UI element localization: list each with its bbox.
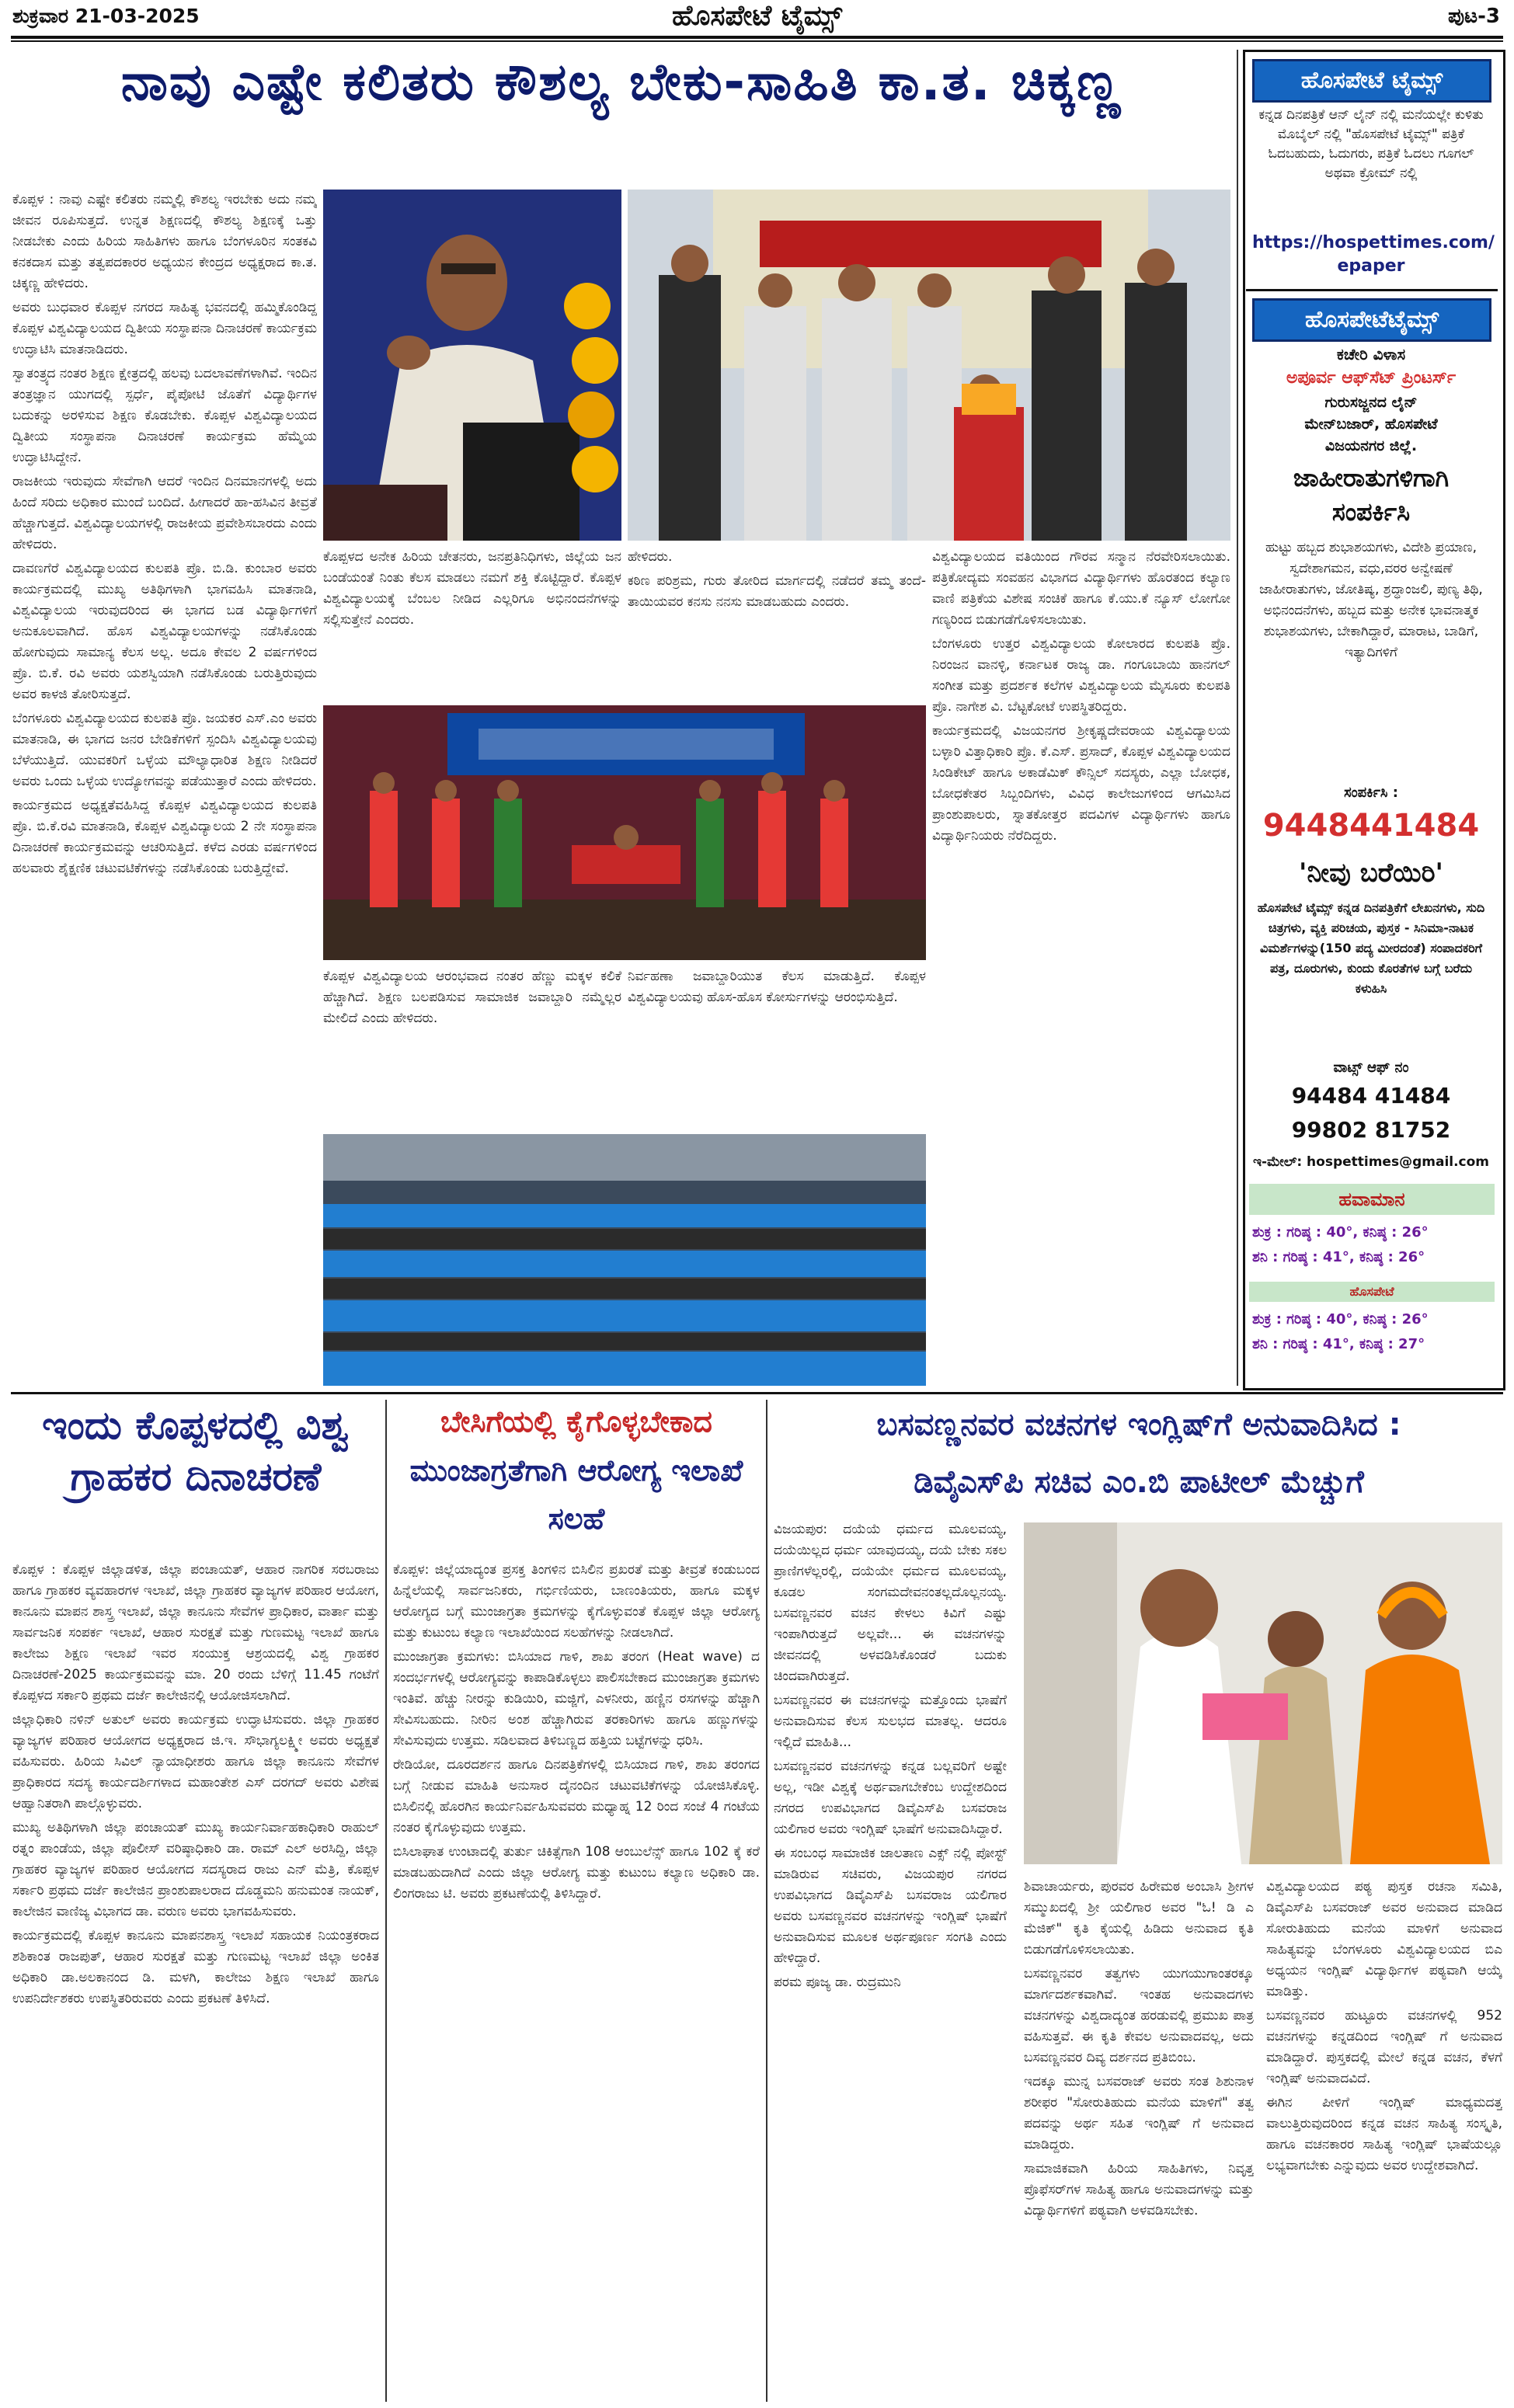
paragraph: ಕೊಪ್ಪಳ : ಕೊಪ್ಪಳ ಜಿಲ್ಲಾಡಳಿತ, ಜಿಲ್ಲಾ ಪಂಚಾಯತ್, ಆಹಾರ ನಾಗರಿಕ ಸರಬರಾಜು ಹಾಗೂ ಗ್ರಾಹಕರ ವ್ಯವಹಾರಗಳ ಇಲಾಖೆ, ಜಿಲ್ಲಾ ಗ್ರಾಹಕರ ವ್ಯಾಜ್ಯಗಳ ಪರಿಹಾರ ಆಯೋಗ, ಕಾನೂನು ಮಾಪನ ಶಾಸ್ತ್ರ ಇಲಾಖೆ, ಜಿಲ್ಲಾ ಕಾನೂನು ಸೇವೆಗಳ ಪ್ರಾಧಿಕಾರ, ವಾರ್ತಾ ಮತ್ತು ಸಾರ್ವಜನಿಕ ಸಂಪರ್ಕ ಇಲಾಖೆ, ಆಹಾರ ಸುರಕ್ಷತೆ ಮತ್ತು ಗುಣಮಟ್ಟ ಇಲಾಖೆ ಹಾಗೂ ಕಾಲೇಜು ಶಿಕ್ಷಣ ಇಲಾಖೆ ಇವರ ಸಂಯುಕ್ತ ಆಶ್ರಯದಲ್ಲಿ ವಿಶ್ವ ಗ್ರಾಹಕರ ದಿನಾಚರಣೆ-2025 ಕಾರ್ಯಕ್ರಮವನ್ನು ಮಾ. 20 ರಂದು ಬೆಳಿಗ್ಗೆ 11.45 ಗಂಟೆಗೆ ಕೊಪ್ಪಳದ ಸರ್ಕಾರಿ ಪ್ರಥಮ ದರ್ಜೆ ಕಾಲೇಜಿನಲ್ಲಿ ಆಯೋಜಿಸಲಾಗಿದೆ. — [12, 1562, 379, 1703]
paragraph: ಮುಖ್ಯ ಅತಿಥಿಗಳಾಗಿ ಜಿಲ್ಲಾ ಪಂಚಾಯತ್ ಮುಖ್ಯ ಕಾರ್ಯನಿರ್ವಾಹಕಾಧಿಕಾರಿ ರಾಹುಲ್ ರತ್ನಂ ಪಾಂಡೆಯ, ಜಿಲ್ಲಾ ಪೊಲೀಸ್ ವರಿಷ್ಠಾಧಿಕಾರಿ ಡಾ. ರಾಮ್ ಎಲ್ ಅರಸಿದ್ದಿ, ಜಿಲ್ಲಾ ಗ್ರಾಹಕರ ವ್ಯಾಜ್ಯಗಳ ಪರಿಹಾರ ಆಯೋಗದ ಸದಸ್ಯರಾದ ರಾಜು ಎನ್ ಮೆತ್ರಿ, ಕೊಪ್ಪಳ ಸರ್ಕಾರಿ ಪ್ರಥಮ ದರ್ಜೆ ಕಾಲೇಜಿನ ಪ್ರಾಂಶುಪಾಲರಾದ ದೊಡ್ಡಮನಿ ಹನುಮಂತ ನಾಯಕ್, ಕಾಲೇಜಿನ ವಾಣಿಜ್ಯ ವಿಭಾಗದ ಡಾ. ವರುಣ ಅವರು ಭಾಗವಹಿಸುವರು. — [12, 1820, 379, 1919]
printer-name: ಅಪೂರ್ವ ಆಫ್‌ಸೆಟ್ ಪ್ರಿಂಟರ್ಸ್ — [1286, 368, 1457, 388]
weather-heading: ಹವಾಮಾನ — [1249, 1184, 1495, 1215]
issue-date: ಶುಕ್ರವಾರ 21-03-2025 — [12, 5, 200, 27]
address-line-3: ವಿಜಯನಗರ ಜಿಲ್ಲೆ. — [1324, 437, 1418, 454]
health-headline-2: ಮುಂಜಾಗ್ರತೆಗಾಗಿ ಆರೋಗ್ಯ ಇಲಾಖೆ ಸಲಹೆ — [409, 1453, 743, 1536]
vachana-headline-2: ಡಿವೈಎಸ್‌ಪಿ ಸಚಿವ ಎಂ.ಬಿ ಪಾಟೀಲ್ ಮೆಚ್ಚುಗೆ — [914, 1464, 1364, 1500]
paragraph: ಈಗಿನ ಪೀಳಿಗೆ ಇಂಗ್ಲಿಷ್ ಮಾಧ್ಯಮದತ್ತ ವಾಲುತ್ತಿರುವುದರಿಂದ ಕನ್ನಡ ವಚನ ಸಾಹಿತ್ಯ ಸಂಸ್ಕೃತಿ, ಹಾಗೂ ವಚನಕಾರರ ಸಾಹಿತ್ಯ ಇಂಗ್ಲಿಷ್ ಭಾಷೆಯಲ್ಲೂ ಲಭ್ಯವಾಗಬೇಕು ಎನ್ನುವುದು ಅವರ ಉದ್ದೇಶವಾಗಿದೆ. — [1266, 2095, 1502, 2173]
column-rule — [766, 1400, 767, 2402]
lead-headline: ನಾವು ಎಷ್ಟೇ ಕಲಿತರು ಕೌಶಲ್ಯ ಬೇಕು-ಸಾಹಿತಿ ಕಾ.ತ. ಚಿಕ್ಕಣ್ಣ — [120, 52, 1122, 112]
weather-row-1: ಶುಕ್ರ : ಗರಿಷ್ಠ : 40°, ಕನಿಷ್ಠ : 26° — [1252, 1224, 1429, 1241]
paragraph: ಕೊಪ್ಪಳ : ನಾವು ಎಷ್ಟೇ ಕಲಿತರು ನಮ್ಮಲ್ಲಿ ಕೌಶಲ್ಯ ಇರಬೇಕು ಅದು ನಮ್ಮ ಜೀವನ ರೂಪಿಸುತ್ತದೆ. ಉನ್ನತ ಶಿಕ್ಷಣದಲ್ಲಿ ಕೌಶಲ್ಯ ಶಿಕ್ಷಣಕ್ಕೆ ಒತ್ತು ನೀಡಬೇಕು ಎಂದು ಹಿರಿಯ ಸಾಹಿತಿಗಳು ಹಾಗೂ ಬೆಂಗಳೂರಿನ ಸಂತಕವಿ ಕನಕದಾಸ ಮತ್ತು ತತ್ವಪದಕಾರರ ಅಧ್ಯಯನ ಕೇಂದ್ರದ ಅಧ್ಯಕ್ಷರಾದ ಕಾ.ತ. ಚಿಕ್ಕಣ್ಣ ಹೇಳಿದರು. — [12, 192, 317, 291]
sidebar-masthead: ಹೊಸಪೇಟೆ ಟೈಮ್ಸ್ — [1252, 59, 1491, 103]
column-rule — [385, 1400, 387, 2402]
paragraph: ಬಿಸಿಲಾಘಾತ ಉಂಟಾದಲ್ಲಿ ತುರ್ತು ಚಿಕಿತ್ಸೆಗಾಗಿ 108 ಆಂಬುಲೆನ್ಸ್ ಹಾಗೂ 102 ಕ್ಕೆ ಕರೆ ಮಾಡಬಹುದಾಗಿದೆ ಎಂದು ಜಿಲ್ಲಾ ಆರೋಗ್ಯ ಮತ್ತು ಕುಟುಂಬ ಕಲ್ಯಾಣ ಅಧಿಕಾರಿ ಡಾ. ಲಿಂಗರಾಜು ಟಿ. ಅವರು ಪ್ರಕಟಣೆಯಲ್ಲಿ ತಿಳಿಸಿದ್ದಾರೆ. — [393, 1844, 760, 1902]
paragraph: ವಿಶ್ವವಿದ್ಯಾಲಯದ ವತಿಯಿಂದ ಗೌರವ ಸನ್ಮಾನ ನೆರವೇರಿಸಲಾಯಿತು. ಪತ್ರಿಕೋದ್ಯಮ ಸಂವಹನ ವಿಭಾಗದ ವಿದ್ಯಾರ್ಥಿಗಳು ಹೊರತಂದ ಕಲ್ಯಾಣ ವಾಣಿ ಪತ್ರಿಕೆಯ ವಿಶೇಷ ಸಂಚಿಕೆ ಹಾಗೂ ಕೆ.ಯು.ಕೆ ನ್ಯೂಸ್ ಲೋಗೋ ಗಣ್ಯರಿಂದ ಬಿಡುಗಡೆಗೊಳಿಸಲಾಯಿತು. — [932, 549, 1230, 628]
city-row-1: ಶುಕ್ರ : ಗರಿಷ್ಠ : 40°, ಕನಿಷ್ಠ : 26° — [1252, 1311, 1429, 1328]
lead-column-3a — [628, 547, 926, 702]
speaker-illustration — [323, 190, 621, 541]
paragraph: ಹೇಳಿದರು. — [628, 549, 673, 565]
whatsapp-number-1[interactable]: 94484 41484 — [1291, 1083, 1451, 1108]
sidebar-masthead-2: ಹೊಸಪೇಟೆಟೈಮ್ಸ್ — [1252, 298, 1491, 342]
vachana-column-1 — [774, 1519, 1007, 2397]
contact-label: ಸಂಪರ್ಕಿಸಿ : — [1344, 785, 1398, 801]
paragraph: ಪರಮ ಪೂಜ್ಯ ಡಾ. ರುದ್ರಮುನಿ — [774, 1975, 901, 1990]
paragraph: ಶಿವಾಚಾರ್ಯರು, ಪುರವರ ಹಿರೇಮಠ ಅಂಬಾಸಿ ಶ್ರೀಗಳ ಸಮ್ಮುಖದಲ್ಲಿ ಶ್ರೀ ಯಲಿಗಾರ ಅವರ "ಓ! ಡಿ ಎ ಮೆಜಿಕ್" ಕೃತಿ ಕೈಯಲ್ಲಿ ಹಿಡಿದು ಅನುವಾದ ಕೃತಿ ಬಿಡುಗಡೆಗೊಳಿಸಲಾಯಿತು. — [1024, 1879, 1254, 1957]
paragraph: ಅವರು ಬುಧವಾರ ಕೊಪ್ಪಳ ನಗರದ ಸಾಹಿತ್ಯ ಭವನದಲ್ಲಿ ಹಮ್ಮಿಕೊಂಡಿದ್ದ ಕೊಪ್ಪಳ ವಿಶ್ವವಿದ್ಯಾಲಯದ ದ್ವಿತೀಯ ಸಂಸ್ಥಾಪನಾ ದಿನಾಚರಣೆ ಕಾರ್ಯಕ್ರಮ ಉದ್ಘಾಟಿಸಿ ಮಾತನಾಡಿದರು. — [12, 300, 317, 357]
speaker-photo — [323, 190, 621, 541]
paragraph: ಕಠಿಣ ಪರಿಶ್ರಮ, ಗುರು ತೋರಿದ ಮಾರ್ಗದಲ್ಲಿ ನಡೆದರೆ ತಮ್ಮ ತಂದೆ-ತಾಯಿಯವರ ಕನಸು ನನಸು ಮಾಡಬಹುದು ಎಂದರು. — [628, 573, 926, 610]
lead-column-4 — [932, 547, 1230, 1386]
paragraph: ಕಾರ್ಯಕ್ರಮದ ಅಧ್ಯಕ್ಷತೆವಹಿಸಿದ್ದ ಕೊಪ್ಪಳ ವಿಶ್ವವಿದ್ಯಾಲಯದ ಕುಲಪತಿ ಪ್ರೊ. ಬಿ.ಕೆ.ರವಿ ಮಾತನಾಡಿ, ಕೊಪ್ಪಳ ವಿಶ್ವವಿದ್ಯಾಲಯ 2 ನೇ ಸಂಸ್ಥಾಪನಾ ದಿನಾಚರಣೆ ಕಾರ್ಯಕ್ರಮವನ್ನು ಆಚರಿಸುತ್ತಿದೆ. ಕಳೆದ ಎರಡು ವರ್ಷಗಳಿಂದ ಹಲವಾರು ಶೈಕ್ಷಣಿಕ ಚಟುವಟಿಕೆಗಳನ್ನು ನಡೆಸಿಕೊಂಡು ಬರುತ್ತಿದ್ದೇವೆ. — [12, 798, 317, 876]
lead-column-3b — [628, 966, 926, 1131]
paragraph: ಬಸವಣ್ಣನವರ ಹುಟ್ಟೂರು ವಚನಗಳಲ್ಲಿ 952 ವಚನಗಳನ್ನು ಕನ್ನಡದಿಂದ ಇಂಗ್ಲಿಷ್ ಗೆ ಅನುವಾದ ಮಾಡಿದ್ದಾರೆ. ಪುಸ್ತಕದಲ್ಲಿ ಮೇಲೆ ಕನ್ನಡ ವಚನ, ಕೆಳಗೆ ಇಂಗ್ಲಿಷ್ ಅನುವಾದವಿದೆ. — [1266, 2008, 1502, 2086]
office-label: ಕಚೇರಿ ವಿಳಾಸ — [1336, 345, 1406, 364]
weather-row-2: ಶನಿ : ಗರಿಷ್ಠ : 41°, ಕನಿಷ್ಠ : 26° — [1252, 1249, 1425, 1265]
section-rule — [11, 1392, 1503, 1394]
ad-categories: ಹುಟ್ಟು ಹಬ್ಬದ ಶುಭಾಶಯಗಳು, ವಿದೇಶಿ ಪ್ರಯಾಣ, ಸ್ವದೇಶಾಗಮನ, ವಧು,ವರರ ಅನ್ವೇಷಣೆ ಜಾಹೀರಾತುಗಳು, ಜೋತಿಷ್ಯ, ಶ್ರದ್ಧಾಂಜಲಿ, ಪುಣ್ಯ ತಿಥಿ, ಅಭಿನಂದನೆಗಳು, ಹಬ್ಬದ ಮತ್ತು ಅನೇಕ ಭಾವನಾತ್ಮಕ ಶುಭಾಶಯಗಳು, ಬೇಕಾಗಿದ್ದಾರೆ, ಮಾರಾಟ, ಬಾಡಿಗೆ, ಇತ್ಯಾದಿಗಳಿಗೆ — [1259, 540, 1483, 660]
ad-heading-2: ಸಂಪರ್ಕಿಸಿ — [1331, 497, 1411, 527]
dance-photo — [323, 705, 926, 960]
paragraph: ಈ ಸಂಬಂಧ ಸಾಮಾಜಿಕ ಜಾಲತಾಣ ಎಕ್ಸ್ ನಲ್ಲಿ ಪೋಸ್ಟ್ ಮಾಡಿರುವ ಸಚಿವರು, ವಿಜಯಪುರ ನಗರದ ಉಪವಿಭಾಗದ ಡಿವೈಎಸ್‌ಪಿ ಬಸವರಾಜ ಯಲಿಗಾರ ಅವರು ಬಸವಣ್ಣನವರ ವಚನಗಳನ್ನು ಇಂಗ್ಲಿಷ್ ಭಾಷೆಗೆ ಅನುವಾದಿಸುವ ಮೂಲಕ ಅರ್ಥಪೂರ್ಣ ಸಂಗತಿ ಎಂದು ಹೇಳಿದ್ದಾರೆ. — [774, 1846, 1007, 1966]
paragraph: ವಿಶ್ವವಿದ್ಯಾಲಯದ ಪಠ್ಯ ಪುಸ್ತಕ ರಚನಾ ಸಮಿತಿ, ಡಿವೈಎಸ್‌ಪಿ ಬಸವರಾಜ್ ಅವರ ಅನುವಾದ ಮಾಡಿದ ಸೋರುತಿಹುದು ಮನೆಯ ಮಾಳಿಗೆ ಅನುವಾದ ಸಾಹಿತ್ಯವನ್ನು ಬೆಂಗಳೂರು ವಿಶ್ವವಿದ್ಯಾಲಯದ ಬಿಎ ಅಧ್ಯಯನ ಇಂಗ್ಲಿಷ್ ವಿದ್ಯಾರ್ಥಿಗಳ ಪಠ್ಯವಾಗಿ ಆಯ್ಕೆ ಮಾಡಿತ್ತು. — [1266, 1879, 1502, 1999]
paragraph: ಇದಕ್ಕೂ ಮುನ್ನ ಬಸವರಾಜ್ ಅವರು ಸಂತ ಶಿಶುನಾಳ ಶರೀಫರ "ಸೋರುತಿಹುದು ಮನೆಯ ಮಾಳಿಗೆ" ತತ್ವ ಪದವನ್ನು ಅರ್ಥ ಸಹಿತ ಇಂಗ್ಲಿಷ್ ಗೆ ಅನುವಾದ ಮಾಡಿದ್ದರು. — [1024, 2074, 1254, 2152]
minister-photo — [1024, 1522, 1502, 1864]
minister-illustration — [1024, 1522, 1502, 1864]
paragraph: ಬೆಂಗಳೂರು ವಿಶ್ವವಿದ್ಯಾಲಯದ ಕುಲಪತಿ ಪ್ರೊ. ಜಯಕರ ಎಸ್.ಎಂ ಅವರು ಮಾತನಾಡಿ, ಈ ಭಾಗದ ಜನರ ಬೇಡಿಕೆಗಳಿಗೆ ಸ್ಪಂದಿಸಿ ವಿಶ್ವವಿದ್ಯಾಲಯವು ಬೆಳೆಯುತ್ತಿದೆ. ಯುವಕರಿಗೆ ಒಳ್ಳೆಯ ಮೌಲ್ಯಾಧಾರಿತ ಶಿಕ್ಷಣ ನೀಡಿದರೆ ಅವರು ಒಂದು ಒಳ್ಳೆಯ ಉದ್ಯೋಗವನ್ನು ಪಡೆಯುತ್ತಾರೆ ಎಂದು ಹೇಳಿದರು. — [12, 711, 317, 789]
dance-illustration — [323, 705, 926, 960]
paragraph: ಕೊಪ್ಪಳ ವಿಶ್ವವಿದ್ಯಾಲಯ ಆರಂಭವಾದ ನಂತರ ಹೆಣ್ಣು ಮಕ್ಕಳ ಕಲಿಕೆ ಹೆಚ್ಚಾಗಿದೆ. ಶಿಕ್ಷಣ ಬಲಪಡಿಸುವ ಸಾಮಾಜಿಕ ಜವಾಬ್ದಾರಿ ನಮ್ಮೆಲ್ಲರ ಮೇಲಿದೆ ಎಂದು ಹೇಳಿದರು. — [323, 969, 621, 1026]
epaper-url-suffix[interactable]: epaper — [1337, 256, 1405, 276]
consumer-day-body — [12, 1560, 379, 2399]
paragraph: ಜಿಲ್ಲಾಧಿಕಾರಿ ನಳಿನ್ ಅತುಲ್ ಅವರು ಕಾರ್ಯಕ್ರಮ ಉದ್ಘಾಟಿಸುವರು. ಜಿಲ್ಲಾ ಗ್ರಾಹಕರ ವ್ಯಾಜ್ಯಗಳ ಪರಿಹಾರ ಆಯೋಗದ ಅಧ್ಯಕ್ಷರಾದ ಜಿ.ಇ. ಸೌಭಾಗ್ಯಲಕ್ಷ್ಮೀ ಅವರು ಅಧ್ಯಕ್ಷತೆ ವಹಿಸುವರು. ಹಿರಿಯ ಸಿವಿಲ್ ನ್ಯಾಯಾಧೀಶರು ಹಾಗೂ ಜಿಲ್ಲಾ ಕಾನೂನು ಸೇವೆಗಳ ಪ್ರಾಧಿಕಾರದ ಸದಸ್ಯ ಕಾರ್ಯದರ್ಶಿಗಳಾದ ಮಹಾಂತೇಶ ಎಸ್ ದರಗದ್ ಅವರು ವಿಶೇಷ ಆಹ್ವಾನಿತರಾಗಿ ಪಾಲ್ಗೊಳ್ಳುವರು. — [12, 1712, 379, 1811]
lead-column-2a — [323, 547, 621, 702]
health-body — [393, 1560, 760, 2399]
lead-column-2b — [323, 966, 621, 1131]
health-headline-1: ಬೇಸಿಗೆಯಲ್ಲಿ ಕೈಗೊಳ್ಳಬೇಕಾದ — [440, 1404, 712, 1439]
column-rule — [1237, 50, 1238, 1386]
paragraph: ದಾವಣಗೆರೆ ವಿಶ್ವವಿದ್ಯಾಲಯದ ಕುಲಪತಿ ಪ್ರೊ. ಬಿ.ಡಿ. ಕುಂಬಾರ ಅವರು ಕಾರ್ಯಕ್ರಮದಲ್ಲಿ ಮುಖ್ಯ ಅತಿಥಿಗಳಾಗಿ ಭಾಗವಹಿಸಿ ಮಾತನಾಡಿ, ವಿಶ್ವವಿದ್ಯಾಲಯ ಇರುವುದರಿಂದ ಈ ಭಾಗದ ಬಡ ವಿದ್ಯಾರ್ಥಿಗಳಿಗೆ ಅನುಕೂಲವಾಗಿದೆ. ಹೊಸ ವಿಶ್ವವಿದ್ಯಾಲಯಗಳನ್ನು ನಡೆಸಿಕೊಂಡು ಹೋಗುವುದು ಸಾಮಾನ್ಯ ಕೆಲಸ ಅಲ್ಲ. ಅದೂ ಕೇವಲ 2 ವರ್ಷಗಳಿಂದ ಪ್ರೊ. ಬಿ.ಕೆ. ರವಿ ಅವರು ಯಶಸ್ವಿಯಾಗಿ ನಡೆಸಿಕೊಂಡು ಬರುತ್ತಿರುವುದು ಅವರ ಕಾಳಜಿ ತೋರಿಸುತ್ತದೆ. — [12, 561, 317, 702]
whatsapp-label: ವಾಟ್ಸ್ ಆಫ್ ನಂ — [1333, 1060, 1409, 1076]
paragraph: ಬಸವಣ್ಣನವರ ಈ ವಚನಗಳನ್ನು ಮತ್ತೊಂದು ಭಾಷೆಗೆ ಅನುವಾದಿಸುವ ಕೆಲಸ ಸುಲಭದ ಮಾತಲ್ಲ. ಆದರೂ ಇಲ್ಲಿದೆ ಮಾಹಿತಿ... — [774, 1693, 1007, 1750]
paragraph: ಕೊಪ್ಪಳದ ಅನೇಕ ಹಿರಿಯ ಚೇತನರು, ಜನಪ್ರತಿನಿಧಿಗಳು, ಜಿಲ್ಲೆಯ ಜನ ಬಂಡೆಯಂತೆ ನಿಂತು ಕೆಲಸ ಮಾಡಲು ನಮಗೆ ಶಕ್ತಿ ಕೊಟ್ಟಿದ್ದಾರೆ. ಕೊಪ್ಪಳ ವಿಶ್ವವಿದ್ಯಾಲಯಕ್ಕೆ ಬೆಂಬಲ ನೀಡಿದ ಎಲ್ಲರಿಗೂ ಅಭಿನಂದನೆಗಳನ್ನು ಸಲ್ಲಿಸುತ್ತೇನೆ ಎಂದರು. — [323, 549, 621, 628]
page-number: ಪುಟ-3 — [1447, 5, 1500, 28]
city-heading: ಹೊಸಪೇಟೆ — [1249, 1282, 1495, 1302]
paragraph: ಕೊಪ್ಪಳ: ಜಿಲ್ಲೆಯಾದ್ಯಂತ ಪ್ರಸಕ್ತ ತಿಂಗಳಿನ ಬಿಸಿಲಿನ ಪ್ರಖರತೆ ಮತ್ತು ತೀವ್ರತೆ ಕಂಡುಬಂದ ಹಿನ್ನೆಲೆಯಲ್ಲಿ ಸಾರ್ವಜನಿಕರು, ಗರ್ಭಿಣಿಯರು, ಬಾಣಂತಿಯರು, ಹಾಗೂ ಮಕ್ಕಳ ಆರೋಗ್ಯದ ಬಗ್ಗೆ ಮುಂಜಾಗ್ರತಾ ಕ್ರಮಗಳನ್ನು ಕೈಗೊಳ್ಳುವಂತೆ ಕೊಪ್ಪಳ ಜಿಲ್ಲಾ ಆರೋಗ್ಯ ಮತ್ತು ಕುಟುಂಬ ಕಲ್ಯಾಣ ಇಲಾಖೆಯಿಂದ ಸಲಹೆಗಳನ್ನು ನೀಡಲಾಗಿದೆ. — [393, 1562, 760, 1641]
audience-illustration — [323, 1134, 926, 1386]
address-line-1: ಗುರುಸಜ್ಜನದ ಲೈನ್ — [1324, 394, 1418, 411]
paragraph: ರಾಜಕೀಯ ಇರುವುದು ಸೇವೆಗಾಗಿ ಆದರೆ ಇಂದಿನ ದಿನಮಾನಗಳಲ್ಲಿ ಅದು ಹಿಂದೆ ಸರಿದು ಅಧಿಕಾರ ಮುಂದೆ ಬಂದಿದೆ. ಹೀಗಾದರೆ ಹಾ-ಹಸಿವಿನ ತೀವ್ರತೆ ಹೆಚ್ಚಾಗುತ್ತದೆ. ವಿಶ್ವವಿದ್ಯಾಲಯಗಳಲ್ಲಿ ರಾಜಕೀಯ ಪ್ರವೇಶಿಸಬಾರದು ಎಂದು ಹೇಳಿದರು. — [12, 474, 317, 552]
address-line-2: ಮೇನ್‌ಬಜಾರ್, ಹೊಸಪೇಟೆ — [1304, 416, 1438, 433]
epaper-text: ಕನ್ನಡ ದಿನಪತ್ರಿಕೆ ಆನ್ ಲೈನ್ ನಲ್ಲಿ ಮನೆಯಲ್ಲೇ ಕುಳಿತು ಮೊಬೈಲ್ ನಲ್ಲಿ "ಹೊಸಪೇಟೆ ಟೈಮ್ಸ್" ಪತ್ರಿಕೆ ಓದಬಹುದು, ಓದುಗರು, ಪತ್ರಿಕೆ ಓದಲು ಗೂಗಲ್ ಅಥವಾ ಕ್ರೋಮ್ ನಲ್ಲಿ — [1258, 107, 1484, 181]
paragraph: ವಿಜಯಪುರ: ದಯೆಯೆ ಧರ್ಮದ ಮೂಲವಯ್ಯ, ದಯೆಯಿಲ್ಲದ ಧರ್ಮ ಯಾವುದಯ್ಯ, ದಯೆ ಬೇಕು ಸಕಲ ಪ್ರಾಣಿಗಳೆಲ್ಲರಲ್ಲಿ, ದಯೆಯೇ ಧರ್ಮದ ಮೂಲವಯ್ಯ, ಕೂಡಲ ಸಂಗಮದೇವನಂತಲ್ಲದೊಲ್ಲನಯ್ಯ. ಬಸವಣ್ಣನವರ ವಚನ ಕೇಳಲು ಕಿವಿಗೆ ಎಷ್ಟು ಇಂಪಾಗಿರುತ್ತದೆ ಅಲ್ಲವೇ... ಈ ವಚನಗಳನ್ನು ಜೀವನದಲ್ಲಿ ಅಳವಡಿಸಿಕೊಂಡರೆ ಬದುಕು ಚಿಂದವಾಗಿರುತ್ತದೆ. — [774, 1522, 1007, 1684]
paragraph: ಬಸವಣ್ಣನವರ ವಚನಗಳನ್ನು ಕನ್ನಡ ಬಲ್ಲವರಿಗೆ ಅಷ್ಟೇ ಅಲ್ಲ, ಇಡೀ ವಿಶ್ವಕ್ಕೆ ಅರ್ಥವಾಗಬೇಕೆಂಬ ಉದ್ದೇಶದಿಂದ ನಗರದ ಉಪವಿಭಾಗದ ಡಿವೈಎಸ್‌ಪಿ ಬಸವರಾಜ ಯಲಿಗಾರ ಅವರು ಇಂಗ್ಲಿಷ್ ಭಾಷೆಗೆ ಅನುವಾದಿಸಿದ್ದಾರೆ. — [774, 1759, 1007, 1837]
paragraph: ಬೆಂಗಳೂರು ಉತ್ತರ ವಿಶ್ವವಿದ್ಯಾಲಯ ಕೋಲಾರದ ಕುಲಪತಿ ಪ್ರೊ. ನಿರಂಜನ ವಾನಳ್ಳಿ, ಕರ್ನಾಟಕ ರಾಜ್ಯ ಡಾ. ಗಂಗೂಬಾಯಿ ಹಾನಗಲ್ ಸಂಗೀತ ಮತ್ತು ಪ್ರದರ್ಶಕ ಕಲೆಗಳ ವಿಶ್ವವಿದ್ಯಾಲಯ ಮೈಸೂರು ಕುಲಪತಿ ಪ್ರೊ. ನಾಗೇಶ ವಿ. ಬೆಟ್ಟಕೋಟೆ ಉಪಸ್ಥಿತರಿದ್ದರು. — [932, 636, 1230, 715]
paragraph: ಕಾರ್ಯಕ್ರಮದಲ್ಲಿ ವಿಜಯನಗರ ಶ್ರೀಕೃಷ್ಣದೇವರಾಯ ವಿಶ್ವವಿದ್ಯಾಲಯ ಬಳ್ಳಾರಿ ವಿತ್ತಾಧಿಕಾರಿ ಪ್ರೊ. ಕೆ.ಎಸ್. ಪ್ರಸಾದ್, ಕೊಪ್ಪಳ ವಿಶ್ವವಿದ್ಯಾಲಯದ ಸಿಂಡಿಕೇಟ್ ಹಾಗೂ ಅಕಾಡೆಮಿಕ್ ಕೌನ್ಸಿಲ್ ಸದಸ್ಯರು, ಎಲ್ಲಾ ಬೋಧಕ, ಬೋಧಕೇತರ ಸಿಬ್ಬಂದಿಗಳು, ವಿವಿಧ ಕಾಲೇಜುಗಳಿಂದ ಆಗಮಿಸಿದ ಪ್ರಾಂಶುಪಾಲರು, ಸ್ನಾತಕೋತ್ತರ ಪದವಿಗಳ ವಿದ್ಯಾರ್ಥಿಗಳು ಹಾಗೂ ವಿದ್ಯಾರ್ಥಿನಿಯರು ನೆರೆದಿದ್ದರು. — [932, 723, 1230, 844]
whatsapp-number-2[interactable]: 99802 81752 — [1291, 1117, 1451, 1143]
epaper-url[interactable]: https://hospettimes.com/ — [1252, 233, 1495, 252]
consumer-day-headline: ಇಂದು ಕೊಪ್ಪಳದಲ್ಲಿ ವಿಶ್ವ ಗ್ರಾಹಕರ ದಿನಾಚರಣೆ — [42, 1403, 350, 1499]
felicitation-photo — [628, 190, 1230, 541]
header-rule — [11, 36, 1503, 39]
paragraph: ಕಾರ್ಯಕ್ರಮದಲ್ಲಿ ಕೊಪ್ಪಳ ಕಾನೂನು ಮಾಪನಶಾಸ್ತ್ರ ಇಲಾಖೆ ಸಹಾಯಕ ನಿಯಂತ್ರಕರಾದ ಶಶಿಕಾಂತ ರಾಜಪುತ್, ಆಹಾರ ಸುರಕ್ಷತೆ ಮತ್ತು ಗುಣಮಟ್ಟ ಇಲಾಖೆ ಜಿಲ್ಲಾ ಅಂಕಿತ ಅಧಿಕಾರಿ ಡಾ.ಅಲಕಾನಂದ ಡಿ. ಮಳಗಿ, ಕಾಲೇಜು ಶಿಕ್ಷಣ ಇಲಾಖೆ ಹಾಗೂ ಉಪನಿರ್ದೇಶಕರು ಉಪಸ್ಥಿತರಿರುವರು ಎಂದು ಪ್ರಕಟಣೆ ತಿಳಿಸಿದೆ. — [12, 1928, 379, 2006]
paragraph: ರೇಡಿಯೋ, ದೂರದರ್ಶನ ಹಾಗೂ ದಿನಪತ್ರಿಕೆಗಳಲ್ಲಿ ಬಿಸಿಯಾದ ಗಾಳಿ, ಶಾಖ ತರಂಗದ ಬಗ್ಗೆ ನೀಡುವ ಮಾಹಿತಿ ಅನುಸಾರ ದೈನಂದಿನ ಚಟುವಟಿಕೆಗಳನ್ನು ಯೋಜಿಸಿಕೊಳ್ಳಿ. ಬಿಸಿಲಿನಲ್ಲಿ ಹೊರಗಿನ ಕಾರ್ಯನಿರ್ವಹಿಸುವವರು ಮಧ್ಯಾಹ್ನ 12 ರಿಂದ ಸಂಜೆ 4 ಗಂಟೆಯ ನಂತರ ಕೈಗೊಳ್ಳುವುದು ಉತ್ತಮ. — [393, 1757, 760, 1836]
masthead-title: ಹೊಸಪೇಟೆ ಟೈಮ್ಸ್ — [671, 0, 843, 32]
sidebar-divider — [1246, 289, 1498, 291]
paragraph: ನಿರ್ವಹಣಾ ಜವಾಬ್ದಾರಿಯುತ ಕೆಲಸ ಮಾಡುತ್ತಿದೆ. ಕೊಪ್ಪಳ ವಿಶ್ವವಿದ್ಯಾಲಯವು ಹೊಸ-ಹೊಸ ಕೋರ್ಸುಗಳನ್ನು ಆರಂಭಿಸುತ್ತಿದೆ. — [628, 969, 926, 1005]
felicitation-illustration — [628, 190, 1230, 541]
vachana-headline-1: ಬಸವಣ್ಣನವರ ವಚನಗಳ ಇಂಗ್ಲಿಷ್‌ಗೆ ಅನುವಾದಿಸಿದ : — [876, 1407, 1401, 1442]
paragraph: ಸ್ವಾತಂತ್ರ್ಯದ ನಂತರ ಶಿಕ್ಷಣ ಕ್ಷೇತ್ರದಲ್ಲಿ ಹಲವು ಬದಲಾವಣೆಗಳಾಗಿವೆ. ಇಂದಿನ ತಂತ್ರಜ್ಞಾನ ಯುಗದಲ್ಲಿ ಸ್ಪರ್ಧೆ, ಪೈಪೋಟಿ ಜೊತೆಗೆ ವಿದ್ಯಾರ್ಥಿಗಳ ಬದುಕನ್ನು ಅರಳಿಸುವ ಶಿಕ್ಷಣ ಕೊಡಬೇಕು. ಕೊಪ್ಪಳ ವಿಶ್ವವಿದ್ಯಾಲಯದ ದ್ವಿತೀಯ ಸಂಸ್ಥಾಪನಾ ದಿನಾಚರಣೆ ಕಾರ್ಯಕ್ರಮ ಹೆಮ್ಮೆಯ ಉದ್ಘಾಟಿಸಿದ್ದೇನೆ. — [12, 366, 317, 465]
ad-heading-1: ಜಾಹೀರಾತುಗಳಿಗಾಗಿ — [1293, 463, 1450, 492]
header-rule-thin — [11, 40, 1503, 42]
you-write-text: ಹೊಸಪೇಟೆ ಟೈಮ್ಸ್ ಕನ್ನಡ ದಿನಪತ್ರಿಕೆಗೆ ಲೇಖನಗಳು, ಸುದಿ ಚಿತ್ರಗಳು, ವ್ಯಕ್ತಿ ಪರಿಚಯ, ಪುಸ್ತಕ - ಸಿನಿಮಾ-ನಾಟಕ ವಿಮರ್ಶೆಗಳನ್ನು(150 ಪದ್ಯ ಮೀರದಂತೆ) ಸಂಪಾದಕರಿಗೆ ಪತ್ರ, ದೂರುಗಳು, ಕುಂದು ಕೊರತೆಗಳ ಬಗ್ಗೆ ಬರೆದು ಕಳುಹಿಸಿ — [1257, 900, 1485, 996]
vachana-column-2 — [1024, 1877, 1254, 2397]
paragraph: ಬಸವಣ್ಣನವರ ತತ್ವಗಳು ಯುಗಯುಗಾಂತರಕ್ಕೂ ಮಾರ್ಗದರ್ಶಕವಾಗಿವೆ. ಇಂತಹ ಅನುವಾದಗಳು ವಚನಗಳನ್ನು ವಿಶ್ವದಾದ್ಯಂತ ಹರಡುವಲ್ಲಿ ಪ್ರಮುಖ ಪಾತ್ರ ವಹಿಸುತ್ತವೆ. ಈ ಕೃತಿ ಕೇವಲ ಅನುವಾದವಲ್ಲ, ಅದು ಬಸವಣ್ಣನವರ ದಿವ್ಯ ದರ್ಶನದ ಪ್ರತಿಬಿಂಬ. — [1024, 1966, 1254, 2065]
paragraph: ಸಾಮಾಜಿಕವಾಗಿ ಹಿರಿಯ ಸಾಹಿತಿಗಳು, ನಿವೃತ್ತ ಪ್ರೊಫೆಸರ್‌ಗಳ ಸಾಹಿತ್ಯ ಹಾಗೂ ಅನುವಾದಗಳನ್ನು ಮತ್ತು ವಿದ್ಯಾರ್ಥಿಗಳಿಗೆ ಪಠ್ಯವಾಗಿ ಅಳವಡಿಸಬೇಕು. — [1024, 2161, 1254, 2218]
contact-email[interactable]: ಇ-ಮೇಲ್: hospettimes@gmail.com — [1252, 1154, 1490, 1170]
paragraph: ಮುಂಜಾಗ್ರತಾ ಕ್ರಮಗಳು: ಬಿಸಿಯಾದ ಗಾಳಿ, ಶಾಖ ತರಂಗ (Heat wave) ದ ಸಂದರ್ಭಗಳಲ್ಲಿ ಆರೋಗ್ಯವನ್ನು ಕಾಪಾಡಿಕೊಳ್ಳಲು ಪಾಲಿಸಬೇಕಾದ ಮುಂಜಾಗ್ರತಾ ಕ್ರಮಗಳು ಇಂತಿವೆ. ಹೆಚ್ಚು ನೀರನ್ನು ಕುಡಿಯಿರಿ, ಮಜ್ಜಿಗೆ, ಎಳನೀರು, ಹಣ್ಣಿನ ರಸಗಳನ್ನು ಹೆಚ್ಚಾಗಿ ಸೇವಿಸಬಹುದು. ನೀರಿನ ಅಂಶ ಹೆಚ್ಚಾಗಿರುವ ತರಕಾರಿಗಳು ಹಾಗೂ ಹಣ್ಣುಗಳನ್ನು ಸೇವಿಸುವುದು ಉತ್ತಮ. ಸಡಿಲವಾದ ತಿಳಿಬಣ್ಣದ ಹತ್ತಿಯ ಬಟ್ಟೆಗಳನ್ನು ಧರಿಸಿ. — [393, 1649, 760, 1749]
vachana-column-3 — [1266, 1877, 1502, 2397]
audience-photo — [323, 1134, 926, 1386]
you-write-heading: 'ನೀವು ಬರೆಯಿರಿ' — [1299, 858, 1443, 889]
lead-column-1 — [12, 190, 317, 1386]
city-row-2: ಶನಿ : ಗರಿಷ್ಠ : 41°, ಕನಿಷ್ಠ : 27° — [1252, 1336, 1425, 1352]
ad-phone-number[interactable]: 9448441484 — [1262, 808, 1480, 844]
